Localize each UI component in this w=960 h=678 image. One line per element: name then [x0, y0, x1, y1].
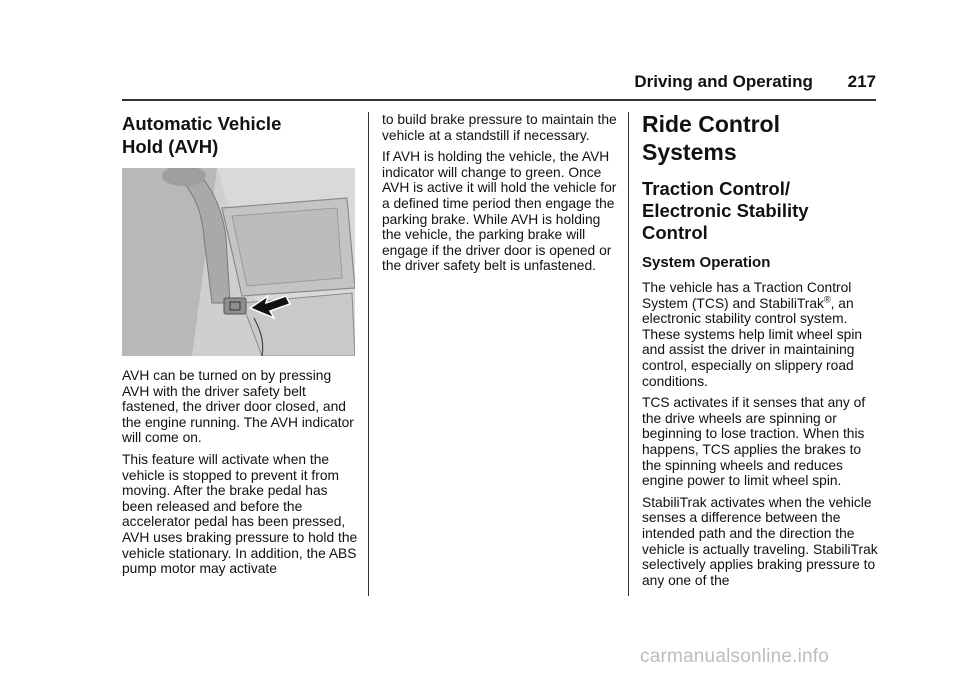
- page-number: 217: [847, 72, 876, 91]
- section-heading-traction-control: [642, 178, 878, 244]
- subsection-heading: System Operation: [642, 254, 771, 271]
- column-3: [642, 110, 878, 594]
- text-span: The vehicle has a Traction Control System (TCS) and StabiliTrak: [642, 280, 852, 311]
- heading-line: Traction Control/: [642, 178, 790, 199]
- paragraph: This feature will activate when the vehicle is stopped to prevent it from moving. After the brake pedal has been released and before the accelerator pedal has been pressed, AVH uses braking pressure to hold the vehicle stationary. In addition, the ABS pump motor may activate: [122, 451, 358, 577]
- chapter-heading: Ride Control Systems: [642, 111, 780, 165]
- paragraph: AVH can be turned on by pressing AVH with the driver safety belt fastened, the driver door closed, and the engine running. The AVH indicator will come on.: [122, 368, 354, 446]
- paragraph: If AVH is holding the vehicle, the AVH indicator will change to green. Once AVH is active it will hold the vehicle for a defined time period then engage the parking brake. While AVH is holding the vehicle, the parking brake will engage if the driver door is opened or the driver safety belt is unfastened.: [382, 149, 617, 274]
- section-heading-avh: [122, 112, 358, 158]
- heading-line: Automatic Vehicle: [122, 113, 282, 134]
- column-1: [122, 112, 358, 583]
- header-rule: [122, 99, 876, 101]
- registered-mark: ®: [823, 294, 831, 304]
- avh-button-illustration: [122, 168, 355, 356]
- paragraph: to build brake pressure to maintain the vehicle at a standstill if necessary.: [382, 112, 617, 143]
- column-divider-1: [368, 112, 369, 596]
- column-divider-2: [628, 112, 629, 596]
- paragraph: [642, 280, 878, 389]
- page-header: [600, 72, 876, 92]
- heading-line: Electronic Stability: [642, 200, 809, 221]
- watermark: carmanualsonline.info: [640, 646, 830, 667]
- column-2: [382, 112, 618, 280]
- text-span: , an electronic stability control system. These systems help limit wheel spin and assist the driver in maintaining control, especially on slippery road conditions.: [642, 295, 863, 389]
- heading-line: Hold (AVH): [122, 136, 219, 157]
- heading-line: Control: [642, 222, 708, 243]
- section-title: Driving and Operating: [634, 72, 813, 91]
- paragraph: StabiliTrak activates when the vehicle senses a difference between the intended path and the direction the vehicle is actually traveling. StabiliTrak selectively applies braking pressure to any one of the: [642, 494, 878, 588]
- paragraph: TCS activates if it senses that any of the drive wheels are spinning or beginning to lose traction. When this happens, TCS applies the brakes to the spinning wheels and reduces engine power to limit wheel spin.: [642, 395, 866, 489]
